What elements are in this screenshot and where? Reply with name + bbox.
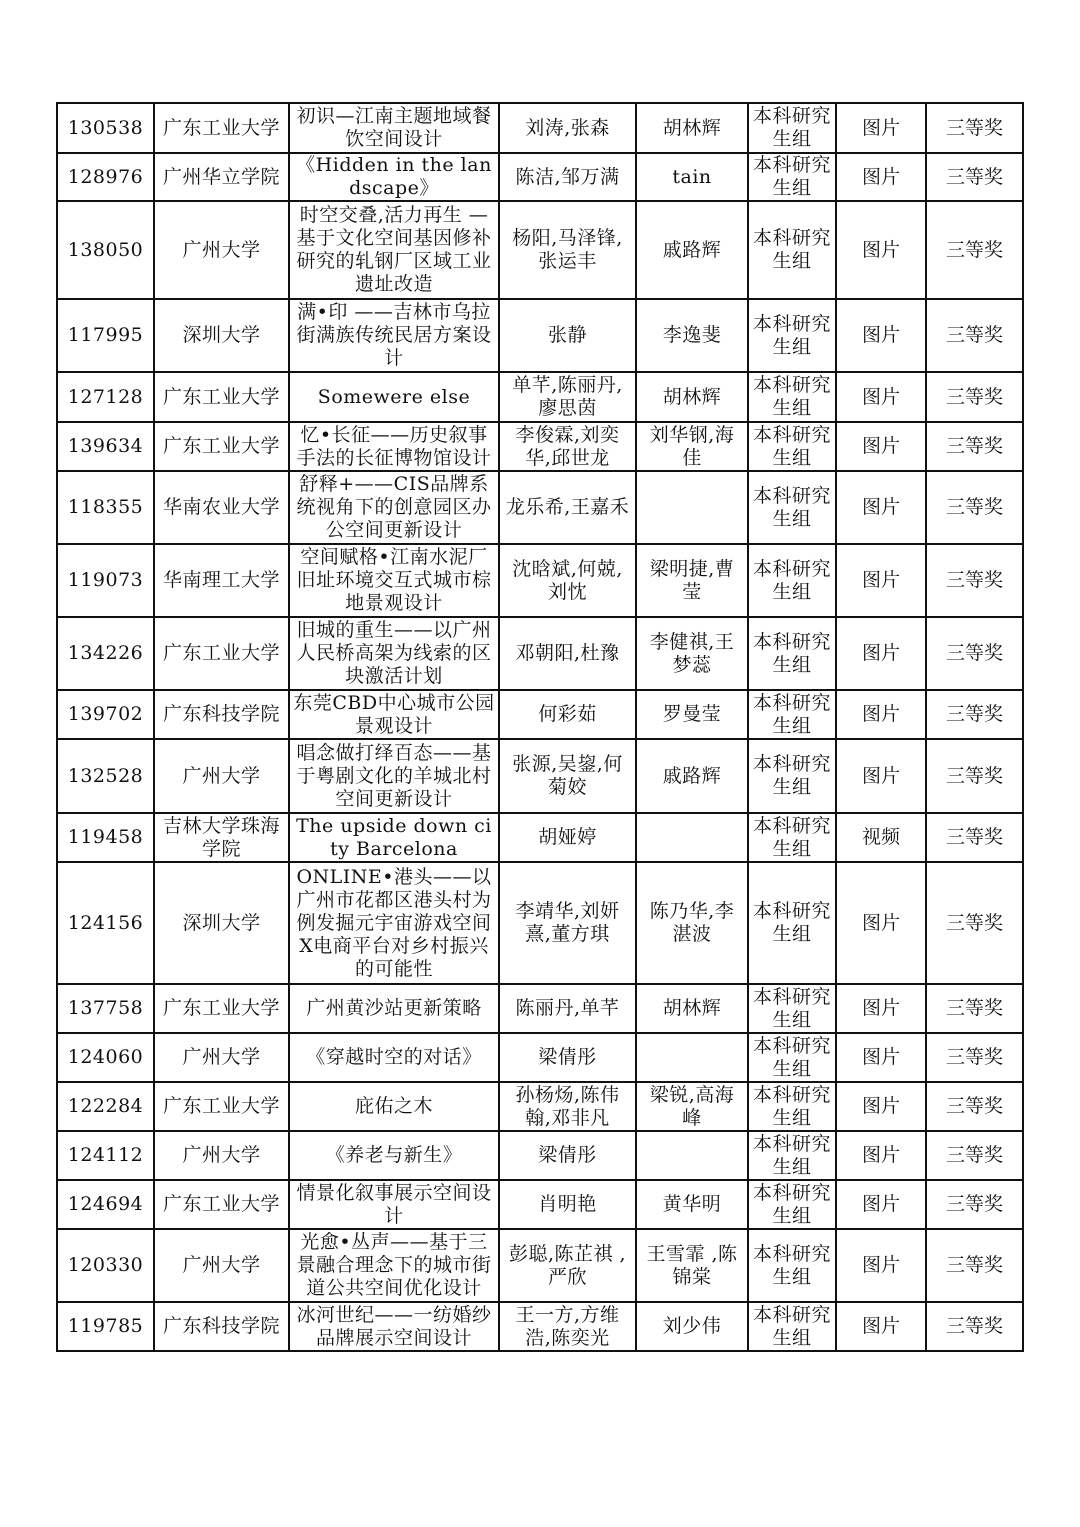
award-cell: 三等奖: [926, 1302, 1023, 1351]
work-type-cell: 图片: [836, 372, 926, 422]
school-cell: 广东工业大学: [154, 984, 289, 1033]
work-id-cell: 120330: [57, 1229, 154, 1302]
work-type-cell: 图片: [836, 422, 926, 471]
advisor-cell: 刘华钢,海佳: [636, 422, 748, 471]
school-cell: 广东科技学院: [154, 690, 289, 739]
work-type-cell: 图片: [836, 1302, 926, 1351]
award-cell: 三等奖: [926, 153, 1023, 201]
work-id-cell: 118355: [57, 471, 154, 544]
advisor-cell: [636, 1131, 748, 1180]
advisor-cell: [636, 813, 748, 862]
table-row: [57, 422, 1023, 471]
school-cell: 广州华立学院: [154, 153, 289, 201]
authors-cell: 李俊霖,刘奕华,邱世龙: [499, 422, 636, 471]
work-title-cell: 满•印 ——吉林市乌拉街满族传统民居方案设计: [289, 299, 499, 372]
group-cell: 本科研究生组: [748, 1033, 836, 1082]
work-title-cell: The upside down city Barcelona: [289, 813, 499, 862]
table-row: [57, 1033, 1023, 1082]
table-row: [57, 617, 1023, 690]
table-row: [57, 1082, 1023, 1131]
work-id-cell: 139702: [57, 690, 154, 739]
group-cell: 本科研究生组: [748, 471, 836, 544]
authors-cell: 胡娅婷: [499, 813, 636, 862]
award-cell: 三等奖: [926, 984, 1023, 1033]
table-row: [57, 984, 1023, 1033]
award-cell: 三等奖: [926, 813, 1023, 862]
work-id-cell: 124112: [57, 1131, 154, 1180]
advisor-cell: tain: [636, 153, 748, 201]
advisor-cell: [636, 471, 748, 544]
work-title-cell: ONLINE•港头——以广州市花都区港头村为例发掘元宇宙游戏空间X电商平台对乡村振兴的可能性: [289, 862, 499, 984]
table-row: [57, 739, 1023, 813]
work-type-cell: 图片: [836, 1229, 926, 1302]
group-cell: 本科研究生组: [748, 153, 836, 201]
work-title-cell: 东莞CBD中心城市公园景观设计: [289, 690, 499, 739]
award-table-body: [57, 103, 1023, 1351]
award-cell: 三等奖: [926, 471, 1023, 544]
award-cell: 三等奖: [926, 1131, 1023, 1180]
group-cell: 本科研究生组: [748, 422, 836, 471]
award-cell: 三等奖: [926, 103, 1023, 153]
advisor-cell: 陈乃华,李湛波: [636, 862, 748, 984]
table-row: [57, 813, 1023, 862]
group-cell: 本科研究生组: [748, 813, 836, 862]
table-row: [57, 372, 1023, 422]
table-row: [57, 299, 1023, 372]
authors-cell: 陈洁,邹万满: [499, 153, 636, 201]
school-cell: 广东工业大学: [154, 103, 289, 153]
authors-cell: 孙杨炀,陈伟翰,邓非凡: [499, 1082, 636, 1131]
award-cell: 三等奖: [926, 299, 1023, 372]
school-cell: 广州大学: [154, 1229, 289, 1302]
school-cell: 广东科技学院: [154, 1302, 289, 1351]
work-type-cell: 图片: [836, 471, 926, 544]
work-title-cell: 《穿越时空的对话》: [289, 1033, 499, 1082]
table-row: [57, 1131, 1023, 1180]
work-type-cell: 图片: [836, 153, 926, 201]
authors-cell: 张静: [499, 299, 636, 372]
award-cell: 三等奖: [926, 544, 1023, 617]
table-row: [57, 201, 1023, 299]
advisor-cell: 罗曼莹: [636, 690, 748, 739]
award-cell: 三等奖: [926, 1180, 1023, 1229]
advisor-cell: [636, 1033, 748, 1082]
work-id-cell: 127128: [57, 372, 154, 422]
award-cell: 三等奖: [926, 690, 1023, 739]
group-cell: 本科研究生组: [748, 372, 836, 422]
school-cell: 吉林大学珠海学院: [154, 813, 289, 862]
group-cell: 本科研究生组: [748, 299, 836, 372]
school-cell: 广东工业大学: [154, 422, 289, 471]
group-cell: 本科研究生组: [748, 690, 836, 739]
school-cell: 广东工业大学: [154, 372, 289, 422]
advisor-cell: 梁明捷,曹莹: [636, 544, 748, 617]
advisor-cell: 黄华明: [636, 1180, 748, 1229]
award-cell: 三等奖: [926, 1033, 1023, 1082]
award-cell: 三等奖: [926, 372, 1023, 422]
work-title-cell: 空间赋格•江南水泥厂旧址环境交互式城市棕地景观设计: [289, 544, 499, 617]
work-type-cell: 图片: [836, 1131, 926, 1180]
school-cell: 广州大学: [154, 1131, 289, 1180]
table-row: [57, 153, 1023, 201]
work-type-cell: 图片: [836, 862, 926, 984]
authors-cell: 张源,吴鋆,何菊姣: [499, 739, 636, 813]
group-cell: 本科研究生组: [748, 1302, 836, 1351]
work-type-cell: 图片: [836, 201, 926, 299]
authors-cell: 陈丽丹,单芊: [499, 984, 636, 1033]
work-title-cell: 庇佑之木: [289, 1082, 499, 1131]
authors-cell: 梁倩彤: [499, 1033, 636, 1082]
work-title-cell: 时空交叠,活力再生 —基于文化空间基因修补研究的轧钢厂区域工业遗址改造: [289, 201, 499, 299]
work-type-cell: 图片: [836, 1033, 926, 1082]
authors-cell: 沈晗斌,何兢,刘忱: [499, 544, 636, 617]
advisor-cell: 胡林辉: [636, 984, 748, 1033]
group-cell: 本科研究生组: [748, 1229, 836, 1302]
award-cell: 三等奖: [926, 422, 1023, 471]
advisor-cell: 戚路辉: [636, 201, 748, 299]
school-cell: 广州大学: [154, 201, 289, 299]
authors-cell: 何彩茹: [499, 690, 636, 739]
school-cell: 广东工业大学: [154, 617, 289, 690]
group-cell: 本科研究生组: [748, 103, 836, 153]
work-id-cell: 132528: [57, 739, 154, 813]
group-cell: 本科研究生组: [748, 984, 836, 1033]
work-id-cell: 124060: [57, 1033, 154, 1082]
authors-cell: 彭聪,陈芷祺 ,严欣: [499, 1229, 636, 1302]
work-type-cell: 图片: [836, 690, 926, 739]
school-cell: 广州大学: [154, 1033, 289, 1082]
authors-cell: 龙乐希,王嘉禾: [499, 471, 636, 544]
work-title-cell: 《养老与新生》: [289, 1131, 499, 1180]
work-type-cell: 图片: [836, 299, 926, 372]
group-cell: 本科研究生组: [748, 862, 836, 984]
group-cell: 本科研究生组: [748, 201, 836, 299]
work-id-cell: 128976: [57, 153, 154, 201]
work-title-cell: 唱念做打绎百态——基于粤剧文化的羊城北村空间更新设计: [289, 739, 499, 813]
work-id-cell: 134226: [57, 617, 154, 690]
advisor-cell: 李健祺,王梦蕊: [636, 617, 748, 690]
school-cell: 广东工业大学: [154, 1180, 289, 1229]
award-cell: 三等奖: [926, 1082, 1023, 1131]
school-cell: 深圳大学: [154, 862, 289, 984]
authors-cell: 单芊,陈丽丹,廖思茵: [499, 372, 636, 422]
work-title-cell: 情景化叙事展示空间设计: [289, 1180, 499, 1229]
group-cell: 本科研究生组: [748, 544, 836, 617]
work-id-cell: 124156: [57, 862, 154, 984]
table-row: [57, 862, 1023, 984]
authors-cell: 邓朝阳,杜豫: [499, 617, 636, 690]
award-cell: 三等奖: [926, 739, 1023, 813]
table-row: [57, 1302, 1023, 1351]
work-id-cell: 119073: [57, 544, 154, 617]
group-cell: 本科研究生组: [748, 1082, 836, 1131]
table-row: [57, 1229, 1023, 1302]
group-cell: 本科研究生组: [748, 617, 836, 690]
work-title-cell: 广州黄沙站更新策略: [289, 984, 499, 1033]
authors-cell: 肖明艳: [499, 1180, 636, 1229]
authors-cell: 王一方,方维浩,陈奕光: [499, 1302, 636, 1351]
school-cell: 广州大学: [154, 739, 289, 813]
work-title-cell: 《Hidden in the landscape》: [289, 153, 499, 201]
award-cell: 三等奖: [926, 862, 1023, 984]
work-id-cell: 137758: [57, 984, 154, 1033]
work-type-cell: 图片: [836, 984, 926, 1033]
work-title-cell: 冰河世纪——一纺婚纱品牌展示空间设计: [289, 1302, 499, 1351]
award-table: [56, 102, 1024, 1352]
authors-cell: 杨阳,马泽锋,张运丰: [499, 201, 636, 299]
work-id-cell: 119458: [57, 813, 154, 862]
work-title-cell: 光愈•丛声——基于三景融合理念下的城市街道公共空间优化设计: [289, 1229, 499, 1302]
table-row: [57, 471, 1023, 544]
table-row: [57, 1180, 1023, 1229]
work-type-cell: 图片: [836, 617, 926, 690]
advisor-cell: 胡林辉: [636, 372, 748, 422]
work-type-cell: 图片: [836, 1180, 926, 1229]
authors-cell: 刘涛,张森: [499, 103, 636, 153]
advisor-cell: 梁锐,高海峰: [636, 1082, 748, 1131]
work-type-cell: 视频: [836, 813, 926, 862]
school-cell: 广东工业大学: [154, 1082, 289, 1131]
table-row: [57, 690, 1023, 739]
work-id-cell: 124694: [57, 1180, 154, 1229]
work-id-cell: 122284: [57, 1082, 154, 1131]
work-title-cell: 旧城的重生——以广州人民桥高架为线索的区块激活计划: [289, 617, 499, 690]
table-row: [57, 544, 1023, 617]
advisor-cell: 胡林辉: [636, 103, 748, 153]
authors-cell: 梁倩彤: [499, 1131, 636, 1180]
group-cell: 本科研究生组: [748, 1180, 836, 1229]
work-id-cell: 130538: [57, 103, 154, 153]
school-cell: 华南农业大学: [154, 471, 289, 544]
group-cell: 本科研究生组: [748, 1131, 836, 1180]
table-row: [57, 103, 1023, 153]
work-id-cell: 138050: [57, 201, 154, 299]
advisor-cell: 刘少伟: [636, 1302, 748, 1351]
work-type-cell: 图片: [836, 739, 926, 813]
advisor-cell: 戚路辉: [636, 739, 748, 813]
school-cell: 华南理工大学: [154, 544, 289, 617]
work-title-cell: 忆•长征——历史叙事手法的长征博物馆设计: [289, 422, 499, 471]
work-type-cell: 图片: [836, 544, 926, 617]
work-title-cell: Somewere else: [289, 372, 499, 422]
work-title-cell: 舒释+——CIS品牌系统视角下的创意园区办公空间更新设计: [289, 471, 499, 544]
work-type-cell: 图片: [836, 1082, 926, 1131]
work-id-cell: 139634: [57, 422, 154, 471]
award-cell: 三等奖: [926, 1229, 1023, 1302]
work-type-cell: 图片: [836, 103, 926, 153]
work-id-cell: 117995: [57, 299, 154, 372]
authors-cell: 李靖华,刘妍熹,董方琪: [499, 862, 636, 984]
advisor-cell: 李逸斐: [636, 299, 748, 372]
advisor-cell: 王雪霏 ,陈锦棠: [636, 1229, 748, 1302]
school-cell: 深圳大学: [154, 299, 289, 372]
work-id-cell: 119785: [57, 1302, 154, 1351]
award-cell: 三等奖: [926, 617, 1023, 690]
work-title-cell: 初识—江南主题地域餐饮空间设计: [289, 103, 499, 153]
group-cell: 本科研究生组: [748, 739, 836, 813]
award-cell: 三等奖: [926, 201, 1023, 299]
